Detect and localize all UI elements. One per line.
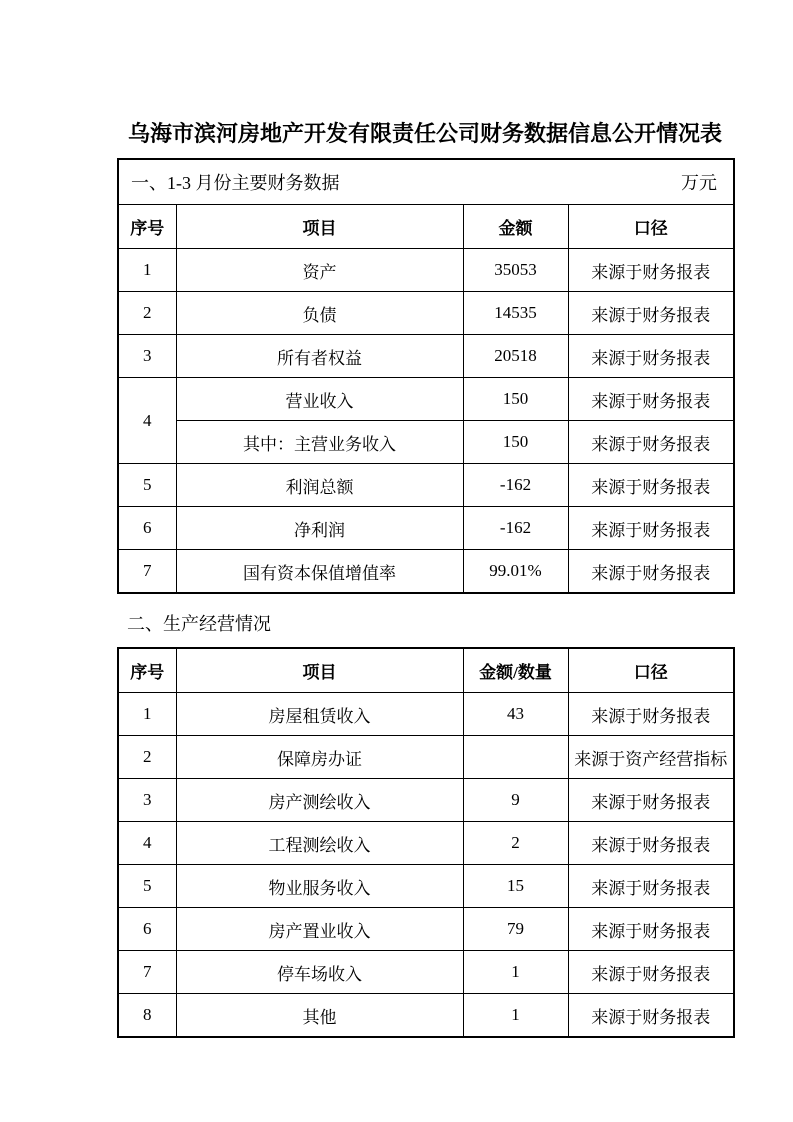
cell-no: 7 xyxy=(118,550,176,594)
cell-amount: 150 xyxy=(463,421,568,464)
cell-amount: 15 xyxy=(463,865,568,908)
column-header-amount: 金额/数量 xyxy=(463,648,568,693)
cell-caliber: 来源于财务报表 xyxy=(568,779,734,822)
table-row xyxy=(118,822,734,865)
table-row xyxy=(118,994,734,1038)
cell-amount: 1 xyxy=(463,994,568,1038)
table-row xyxy=(118,951,734,994)
table-row xyxy=(118,779,734,822)
cell-no: 6 xyxy=(118,908,176,951)
column-header-no: 序号 xyxy=(118,205,176,249)
table-row xyxy=(118,865,734,908)
cell-caliber: 来源于财务报表 xyxy=(568,908,734,951)
table-row xyxy=(118,507,734,550)
cell-caliber: 来源于财务报表 xyxy=(568,292,734,335)
cell-caliber: 来源于财务报表 xyxy=(568,421,734,464)
cell-amount: 9 xyxy=(463,779,568,822)
table-row xyxy=(118,464,734,507)
cell-item: 负债 xyxy=(176,292,463,335)
document-content xyxy=(117,120,733,1038)
section1-header-row xyxy=(118,205,734,249)
column-header-caliber: 口径 xyxy=(568,648,734,693)
table-row xyxy=(118,550,734,594)
section1-unit-label: 万元 xyxy=(681,173,717,193)
column-header-amount: 金额 xyxy=(463,205,568,249)
section1-heading: 一、1-3 月份主要财务数据 xyxy=(131,173,340,193)
column-header-caliber: 口径 xyxy=(568,205,734,249)
cell-amount: 20518 xyxy=(463,335,568,378)
cell-amount: 79 xyxy=(463,908,568,951)
cell-item: 工程测绘收入 xyxy=(176,822,463,865)
cell-amount: -162 xyxy=(463,507,568,550)
cell-no: 8 xyxy=(118,994,176,1038)
cell-item: 保障房办证 xyxy=(176,736,463,779)
cell-caliber: 来源于财务报表 xyxy=(568,507,734,550)
cell-item: 房屋租赁收入 xyxy=(176,693,463,736)
cell-item: 净利润 xyxy=(176,507,463,550)
cell-caliber: 来源于财务报表 xyxy=(568,994,734,1038)
cell-amount: 1 xyxy=(463,951,568,994)
table-row xyxy=(118,335,734,378)
cell-amount: 150 xyxy=(463,378,568,421)
cell-amount: 35053 xyxy=(463,249,568,292)
cell-no: 2 xyxy=(118,736,176,779)
cell-amount xyxy=(463,736,568,779)
table-row xyxy=(118,736,734,779)
table-row xyxy=(118,378,734,421)
cell-caliber: 来源于财务报表 xyxy=(568,464,734,507)
cell-amount: 99.01% xyxy=(463,550,568,594)
section2-heading: 二、生产经营情况 xyxy=(127,614,271,634)
cell-amount: 2 xyxy=(463,822,568,865)
table-row xyxy=(118,292,734,335)
cell-item: 利润总额 xyxy=(176,464,463,507)
cell-no: 7 xyxy=(118,951,176,994)
cell-no: 4 xyxy=(118,822,176,865)
section1-heading-cell xyxy=(118,159,734,205)
cell-no: 2 xyxy=(118,292,176,335)
cell-item: 物业服务收入 xyxy=(176,865,463,908)
cell-no: 3 xyxy=(118,335,176,378)
cell-amount: 14535 xyxy=(463,292,568,335)
cell-caliber: 来源于财务报表 xyxy=(568,865,734,908)
cell-item: 其中：主营业务收入 xyxy=(176,421,463,464)
cell-no: 3 xyxy=(118,779,176,822)
cell-caliber: 来源于财务报表 xyxy=(568,249,734,292)
cell-caliber: 来源于财务报表 xyxy=(568,378,734,421)
cell-no: 1 xyxy=(118,693,176,736)
cell-no: 6 xyxy=(118,507,176,550)
column-header-item: 项目 xyxy=(176,205,463,249)
cell-item: 所有者权益 xyxy=(176,335,463,378)
table-row xyxy=(118,249,734,292)
cell-no: 4 xyxy=(118,378,176,464)
cell-caliber: 来源于资产经营指标 xyxy=(568,736,734,779)
table-subrow xyxy=(118,421,734,464)
cell-caliber: 来源于财务报表 xyxy=(568,693,734,736)
column-header-no: 序号 xyxy=(118,648,176,693)
production-operation-table xyxy=(117,647,735,1038)
main-financial-data-table xyxy=(117,158,735,594)
table-row xyxy=(118,908,734,951)
cell-caliber: 来源于财务报表 xyxy=(568,550,734,594)
cell-item: 国有资本保值增值率 xyxy=(176,550,463,594)
section1-heading-row xyxy=(118,159,734,205)
section2-header-row xyxy=(118,648,734,693)
cell-no: 1 xyxy=(118,249,176,292)
cell-item: 其他 xyxy=(176,994,463,1038)
cell-item: 房产测绘收入 xyxy=(176,779,463,822)
cell-item: 房产置业收入 xyxy=(176,908,463,951)
page-title: 乌海市滨河房地产开发有限责任公司财务数据信息公开情况表 xyxy=(127,121,722,146)
cell-no: 5 xyxy=(118,464,176,507)
table-row xyxy=(118,693,734,736)
cell-no: 5 xyxy=(118,865,176,908)
cell-item: 资产 xyxy=(176,249,463,292)
cell-item: 停车场收入 xyxy=(176,951,463,994)
cell-caliber: 来源于财务报表 xyxy=(568,822,734,865)
column-header-item: 项目 xyxy=(176,648,463,693)
cell-caliber: 来源于财务报表 xyxy=(568,335,734,378)
cell-item: 营业收入 xyxy=(176,378,463,421)
cell-caliber: 来源于财务报表 xyxy=(568,951,734,994)
cell-amount: 43 xyxy=(463,693,568,736)
cell-amount: -162 xyxy=(463,464,568,507)
